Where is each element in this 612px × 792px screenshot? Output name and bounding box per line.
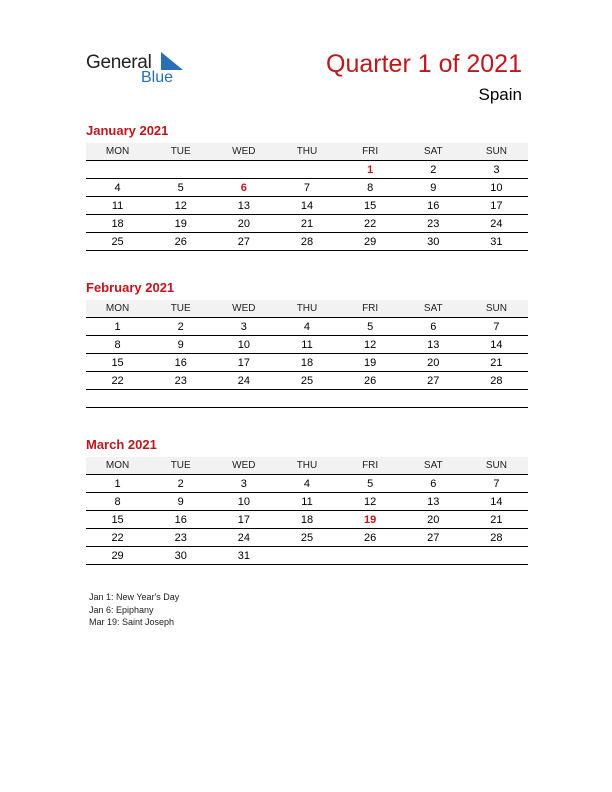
day-cell: 8: [367, 181, 374, 194]
weekday-header: TUE: [170, 303, 191, 314]
day-cell: 29: [111, 549, 124, 562]
weekday-header: TUE: [170, 146, 191, 157]
day-cell: 29: [364, 235, 377, 248]
day-cell: 27: [427, 531, 440, 544]
day-cell: 12: [174, 199, 187, 212]
day-cell: 17: [237, 356, 250, 369]
day-cell: 10: [490, 181, 503, 194]
day-cell: 17: [490, 199, 503, 212]
day-cell: 25: [300, 374, 314, 387]
week-row: [86, 161, 528, 179]
day-cell: 14: [300, 199, 314, 212]
day-cell: 21: [490, 513, 503, 526]
weekday-header: FRI: [362, 303, 379, 314]
day-cell: 22: [111, 531, 124, 544]
day-cell: 15: [364, 199, 377, 212]
day-cell: 10: [237, 495, 250, 508]
day-cell: 22: [364, 217, 377, 230]
day-cell: 12: [364, 338, 377, 351]
holiday-day-cell: 1: [367, 163, 374, 176]
day-cell: 9: [177, 338, 184, 351]
day-cell: 11: [301, 338, 313, 351]
day-cell: 25: [300, 531, 314, 544]
day-cell: 8: [114, 495, 121, 508]
day-cell: 7: [493, 477, 500, 490]
day-cell: 11: [111, 199, 124, 212]
weekday-header: WED: [232, 460, 256, 471]
holiday-list: [89, 591, 179, 629]
day-cell: 18: [111, 217, 124, 230]
day-cell: 21: [300, 217, 314, 230]
day-cell: 1: [114, 477, 121, 490]
weekday-header: MON: [105, 303, 130, 314]
week-row: [86, 493, 528, 511]
day-cell: 26: [174, 235, 187, 248]
logo-word-general: General: [86, 52, 152, 73]
day-cell: 1: [114, 320, 121, 333]
day-cell: 6: [430, 477, 437, 490]
day-cell: 23: [174, 374, 187, 387]
month-calendar-march: [86, 437, 528, 565]
weekday-header-row: [86, 300, 528, 318]
weekday-header-row: [86, 457, 528, 475]
day-cell: 30: [174, 549, 187, 562]
weekday-header: FRI: [362, 146, 379, 157]
week-row: [86, 318, 528, 336]
weekday-header: SAT: [423, 303, 443, 314]
week-row: [86, 233, 528, 251]
week-row: [86, 475, 528, 493]
month-calendar-january: [86, 123, 528, 251]
day-cell: 31: [490, 235, 503, 248]
day-cell: 9: [430, 181, 437, 194]
day-cell: 2: [177, 320, 184, 333]
day-cell: 13: [427, 338, 440, 351]
day-cell: 18: [300, 356, 314, 369]
day-cell: 28: [300, 235, 314, 248]
day-cell: 22: [111, 374, 124, 387]
day-cell: 30: [427, 235, 440, 248]
day-cell: 15: [111, 513, 124, 526]
day-cell: 23: [427, 217, 440, 230]
weekday-header: SUN: [485, 146, 507, 157]
logo-triangle-icon: [161, 52, 183, 70]
day-cell: 2: [430, 163, 437, 176]
day-cell: 6: [430, 320, 437, 333]
day-cell: 31: [237, 549, 250, 562]
weekday-header-row: [86, 143, 528, 161]
day-cell: 4: [303, 320, 311, 333]
day-cell: 20: [237, 217, 250, 230]
day-cell: 21: [490, 356, 503, 369]
day-cell: 19: [364, 356, 377, 369]
day-cell: 19: [174, 217, 187, 230]
day-cell: 2: [177, 477, 184, 490]
day-cell: 16: [174, 356, 187, 369]
weekday-header: FRI: [362, 460, 379, 471]
week-row: [86, 511, 528, 529]
week-row: [86, 215, 528, 233]
week-row: [86, 547, 528, 565]
logo-word-blue: Blue: [141, 69, 174, 86]
day-cell: 3: [493, 163, 500, 176]
week-row: [86, 336, 528, 354]
logo: [86, 50, 196, 90]
day-cell: 24: [237, 374, 250, 387]
week-row: [86, 390, 528, 408]
day-cell: 23: [174, 531, 187, 544]
day-cell: 16: [427, 199, 440, 212]
weekday-header: SAT: [423, 460, 443, 471]
day-cell: 26: [364, 531, 377, 544]
day-cell: 24: [490, 217, 503, 230]
month-title: February 2021: [86, 280, 175, 295]
day-cell: 5: [367, 320, 374, 333]
weekday-header: TUE: [170, 460, 191, 471]
day-cell: 3: [240, 320, 247, 333]
day-cell: 5: [367, 477, 374, 490]
holiday-note: Mar 19: Saint Joseph: [89, 617, 175, 627]
day-cell: 7: [303, 181, 311, 194]
country-name: Spain: [478, 85, 522, 104]
day-cell: 8: [114, 338, 121, 351]
holiday-note: Jan 1: New Year's Day: [89, 592, 180, 602]
day-cell: 3: [240, 477, 247, 490]
weekday-header: SUN: [485, 303, 507, 314]
weekday-header: SUN: [485, 460, 507, 471]
weekday-header: THU: [296, 460, 318, 471]
day-cell: 11: [301, 495, 313, 508]
week-row: [86, 354, 528, 372]
month-title: March 2021: [86, 437, 157, 452]
week-row: [86, 529, 528, 547]
day-cell: 14: [490, 495, 503, 508]
month-calendar-february: [86, 280, 528, 408]
month-title: January 2021: [86, 123, 169, 138]
weekday-header: THU: [296, 303, 318, 314]
day-cell: 10: [237, 338, 250, 351]
day-cell: 4: [114, 181, 121, 194]
day-cell: 14: [490, 338, 503, 351]
day-cell: 20: [427, 513, 440, 526]
day-cell: 18: [300, 513, 314, 526]
weekday-header: WED: [232, 303, 256, 314]
holiday-day-cell: 6: [240, 181, 247, 194]
day-cell: 17: [237, 513, 250, 526]
holiday-note: Jan 6: Epiphany: [89, 604, 154, 615]
weekday-header: MON: [105, 460, 130, 471]
day-cell: 13: [427, 495, 440, 508]
day-cell: 25: [111, 235, 124, 248]
week-row: [86, 372, 528, 390]
day-cell: 7: [493, 320, 500, 333]
day-cell: 20: [427, 356, 440, 369]
day-cell: 9: [177, 495, 184, 508]
day-cell: 5: [177, 181, 184, 194]
quarter-title: Quarter 1 of 2021: [326, 50, 522, 78]
day-cell: 28: [490, 531, 503, 544]
holiday-day-cell: 19: [364, 513, 377, 526]
day-cell: 13: [237, 199, 250, 212]
day-cell: 26: [364, 374, 377, 387]
day-cell: 27: [237, 235, 250, 248]
day-cell: 4: [303, 477, 311, 490]
weekday-header: WED: [232, 146, 256, 157]
day-cell: 16: [174, 513, 187, 526]
day-cell: 15: [111, 356, 124, 369]
weekday-header: THU: [296, 146, 318, 157]
weekday-header: MON: [105, 146, 130, 157]
week-row: [86, 179, 528, 197]
day-cell: 12: [364, 495, 377, 508]
day-cell: 24: [237, 531, 250, 544]
week-row: [86, 197, 528, 215]
weekday-header: SAT: [423, 146, 443, 157]
day-cell: 27: [427, 374, 440, 387]
day-cell: 28: [490, 374, 503, 387]
